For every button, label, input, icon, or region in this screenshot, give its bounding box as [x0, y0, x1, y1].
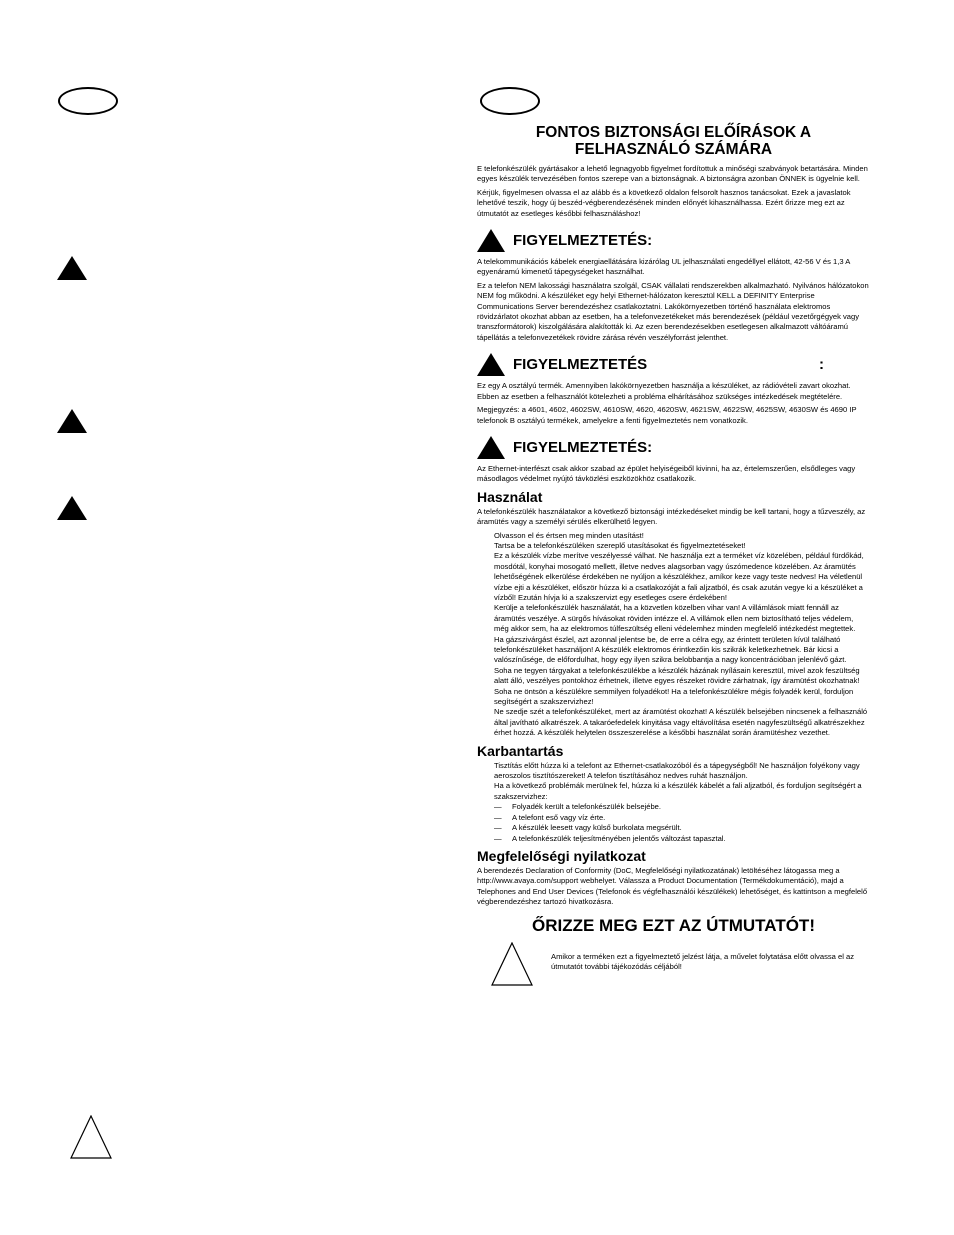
- usage-item: Ha gázszivárgást észlel, azt azonnal jelentse be, de erre a célra egy, az érintett területen kívül található telefonkészüléket használjon! A készülék elektromos érintkezőin kis szikrák keletkezhetnek. Bár kicsi a valószínűsége, de előfordulhat, hogy egy ilyen szikra belobbantja a nagy koncentrációban jelenlévő gázt.: [494, 634, 847, 665]
- usage-intro: A telefonkészülék használatakor a következő biztonsági intézkedéseket mindig be kell tartani, hogy a tűzveszély, az áramütés vagy a személyi sérülés elkerülhető legyen.: [477, 506, 866, 527]
- warning-heading-1: FIGYELMEZTETÉS:: [477, 229, 870, 252]
- conformity-heading: Megfelelőségi nyilatkozat: [477, 847, 646, 864]
- maintenance-item: Ha a következő problémák merülnek fel, húzza ki a készülék kábelét a fali aljzatból, és forduljon segítségért a szakszervizhez:: [494, 781, 862, 801]
- caution-outline-icon: [491, 942, 533, 986]
- usage-heading: Használat: [477, 488, 543, 505]
- warning-triangle-icon: [477, 353, 505, 376]
- intro-paragraph: E telefonkészülék gyártásakor a lehető legnagyobb figyelmet fordítottuk a minőségi szabványok betartására. Minden egyes készülék tervezésében fontos szerepe van a biztonságnak. A biztonságra azonban ÖNNEK is ügyelnie kell.: [477, 164, 868, 184]
- usage-item: Ez a készülék vízbe merítve veszélyessé válhat. Ne használja ezt a terméket víz közelében, például fürdőkád, mosdótál, konyhai mosogató mellett, illetve nedves alagsorban vagy úszómedence közelében. Az áramütés lehetőségének elkerülése érdekében ne nyúljon a készülékhez, amíkor keze vagy teste nedves! Ha véletlenül vízbe ejti a készüléket, először húzza ki a csatlakozóját a fali aljzatból, és csak azután vegye ki a készüléket a vízből! Ezután hívja ki a szakszervizt egy esetleges csere érdekében!: [494, 551, 864, 602]
- right-oval-marker: [480, 87, 540, 115]
- left-caution-outline-icon: [70, 1115, 112, 1159]
- warning-paragraph: A telekommunikációs kábelek energiaellátására kizárólag UL jelhasználati engedéllyel ellátott, 42-56 V és 1,3 A egyenáramú kimenetű tápegységeket használhat.: [477, 257, 850, 277]
- usage-item: Soha ne tegyen tárgyakat a telefonkészülékbe a készülék házának nyílásain keresztül, mivel azok feszültség alatt álló, veszélyes pontokhoz érhetnek, illetve egyes részeket rövidre zárhatnak, így áramütést okozhatnak! Soha ne öntsön a készülékre semmilyen folyadékot! Ha a telefonkészülékre mégis folyadék kerül, forduljon segítségért a szakszervizhez!: [494, 665, 860, 707]
- left-warning-icon-2: [57, 409, 87, 433]
- maintenance-dash-item: — A telefonkészülék teljesítményében jelentős változást tapasztal.: [494, 833, 726, 843]
- safety-instructions-column: [477, 124, 870, 986]
- left-oval-marker: [58, 87, 118, 115]
- usage-item: Kerülje a telefonkészülék használatát, ha a közvetlen közelben vihar van! A villámlások miatt fennáll az áramütés veszélye. A sürgős hívásokat röviden intézze el. A villámok ellen nem biztosítható teljes védelem, még akkor sem, ha az elektromos túlfeszültség elleni védelemhez minden megfelelő intézkedést megtettek.: [494, 603, 856, 634]
- intro-paragraph: Kérjük, figyelmesen olvassa el az alább és a következő oldalon felsorolt hasznos tanácsokat. Ezek a javaslatok lehetővé teszik, hogy új beszéd-végberendezésének minden előnyét kihasználhassa. Ezért őrizze meg ezt az útmutatót az esetleges későbbi felhasználáshoz!: [477, 187, 851, 218]
- maintenance-dash-item: — Folyadék került a telefonkészülék belsejébe.: [494, 802, 662, 812]
- footer-note-text: Amikor a terméken ezt a figyelmeztető jelzést látja, a művelet folytatása előtt olvassa el az útmutatót további tájékozódás céljából!: [551, 951, 855, 971]
- warning-paragraph: Megjegyzés: a 4601, 4602, 4602SW, 4610SW, 4620, 4620SW, 4621SW, 4622SW, 4625SW, 4630SW és 4690 IP telefonok B osztályú termékek, amelyekre a fenti figyelmeztetés nem vonatkozik.: [477, 405, 857, 425]
- warning-triangle-icon: [477, 229, 505, 252]
- warning-triangle-icon: [477, 436, 505, 459]
- page-title: FONTOS BIZTONSÁGI ELŐÍRÁSOK A FELHASZNÁLÓ SZÁMÁRA: [535, 124, 812, 158]
- warning-heading-3: FIGYELMEZTETÉS:: [477, 436, 870, 459]
- maintenance-heading: Karbantartás: [477, 742, 564, 759]
- usage-item: Olvasson el és értsen meg minden utasítást!: [494, 530, 644, 540]
- warning-paragraph: Ez a telefon NEM lakossági használatra szolgál, CSAK vállalati rendszerekben alkalmazható. Nyilvános hálózatokon NEM fog működni. A készüléket egy helyi Ethernet-hálózaton keresztül KELL a DEFINITY Enterprise Communications Server berendezéshez csatlakoztatni. Lakókörnyezetben történő használata elektromos rövidzárlatot okozhat abban az esetben, ha a telefonvezetékeket más berendezések (például vezetőrgégyek vagy transzformátorok) kiszolgálására alakították ki. Az ezen berendezésekben esetlegesen alkalmazott váltóáramú tápellátás a telefonvezetékek rövidre zárása révén veszélyforrást jelenthet.: [477, 280, 869, 342]
- warning-paragraph: Az Ethernet-interfészt csak akkor szabad az épület helyiségeiből kivinni, ha az, értelemszerűen, elsődleges vagy másodlagos védelmet nyújtó távközlési eszközökhöz csatlakozik.: [477, 463, 856, 484]
- left-warning-icon-1: [57, 256, 87, 280]
- keep-instructions-title: ŐRIZZE MEG EZT AZ ÚTMUTATÓT!: [532, 915, 815, 935]
- maintenance-item: Tisztítás előtt húzza ki a telefont az Ethernet-csatlakozóból és a tápegységből! Ne használjon folyékony vagy aeroszolos tisztítószereket! A telefon tisztításához nedves ruhát használjon.: [494, 760, 860, 781]
- warning-paragraph: Ez egy A osztályú termék. Amennyiben lakókörnyezetben használja a készüléket, az rádióvételi zavart okozhat. Ebben az esetben a felhasználót kötelezheti a probléma elhárításához szükséges intézkedések megtételére.: [477, 381, 851, 401]
- maintenance-dash-item: — A készülék leesett vagy külső burkolata megsérült.: [494, 823, 682, 833]
- warning-heading-2: FIGYELMEZTETÉS :: [477, 353, 870, 376]
- left-warning-icon-3: [57, 496, 87, 520]
- footer-note: [477, 942, 870, 986]
- usage-item: Tartsa be a telefonkészüléken szereplő utasításokat és figyelmeztetéseket!: [494, 540, 746, 550]
- conformity-text: A berendezés Declaration of Conformity (DoC, Megfelelőségi nyilatkozatának) letöltéséhez látogassa meg a http://www.avaya.com/support webhelyet. Válassza a Product Documentation (Termékdokumentáció), majd a Telephones and End User Devices (Telefonok és végfelhasználói készülékek) lehetőséget, és kattintson a megfelelő végberendezéshez tartozó hivatkozásra.: [477, 865, 868, 907]
- maintenance-dash-item: — A telefont eső vagy víz érte.: [494, 812, 606, 822]
- usage-item: Ne szedje szét a telefonkészüléket, mert az áramütést okozhat! A készülék belsejében nincsenek a felhasználó által javítható alkatrészek. A takaróefedelek kinyitása vagy eltávolítása esetén nagyfeszültségű alkatrészekhez érhet hozzá. A készülék helytelen összeszerelése a későbbi használat során áramütéshez vezethet.: [494, 707, 868, 738]
